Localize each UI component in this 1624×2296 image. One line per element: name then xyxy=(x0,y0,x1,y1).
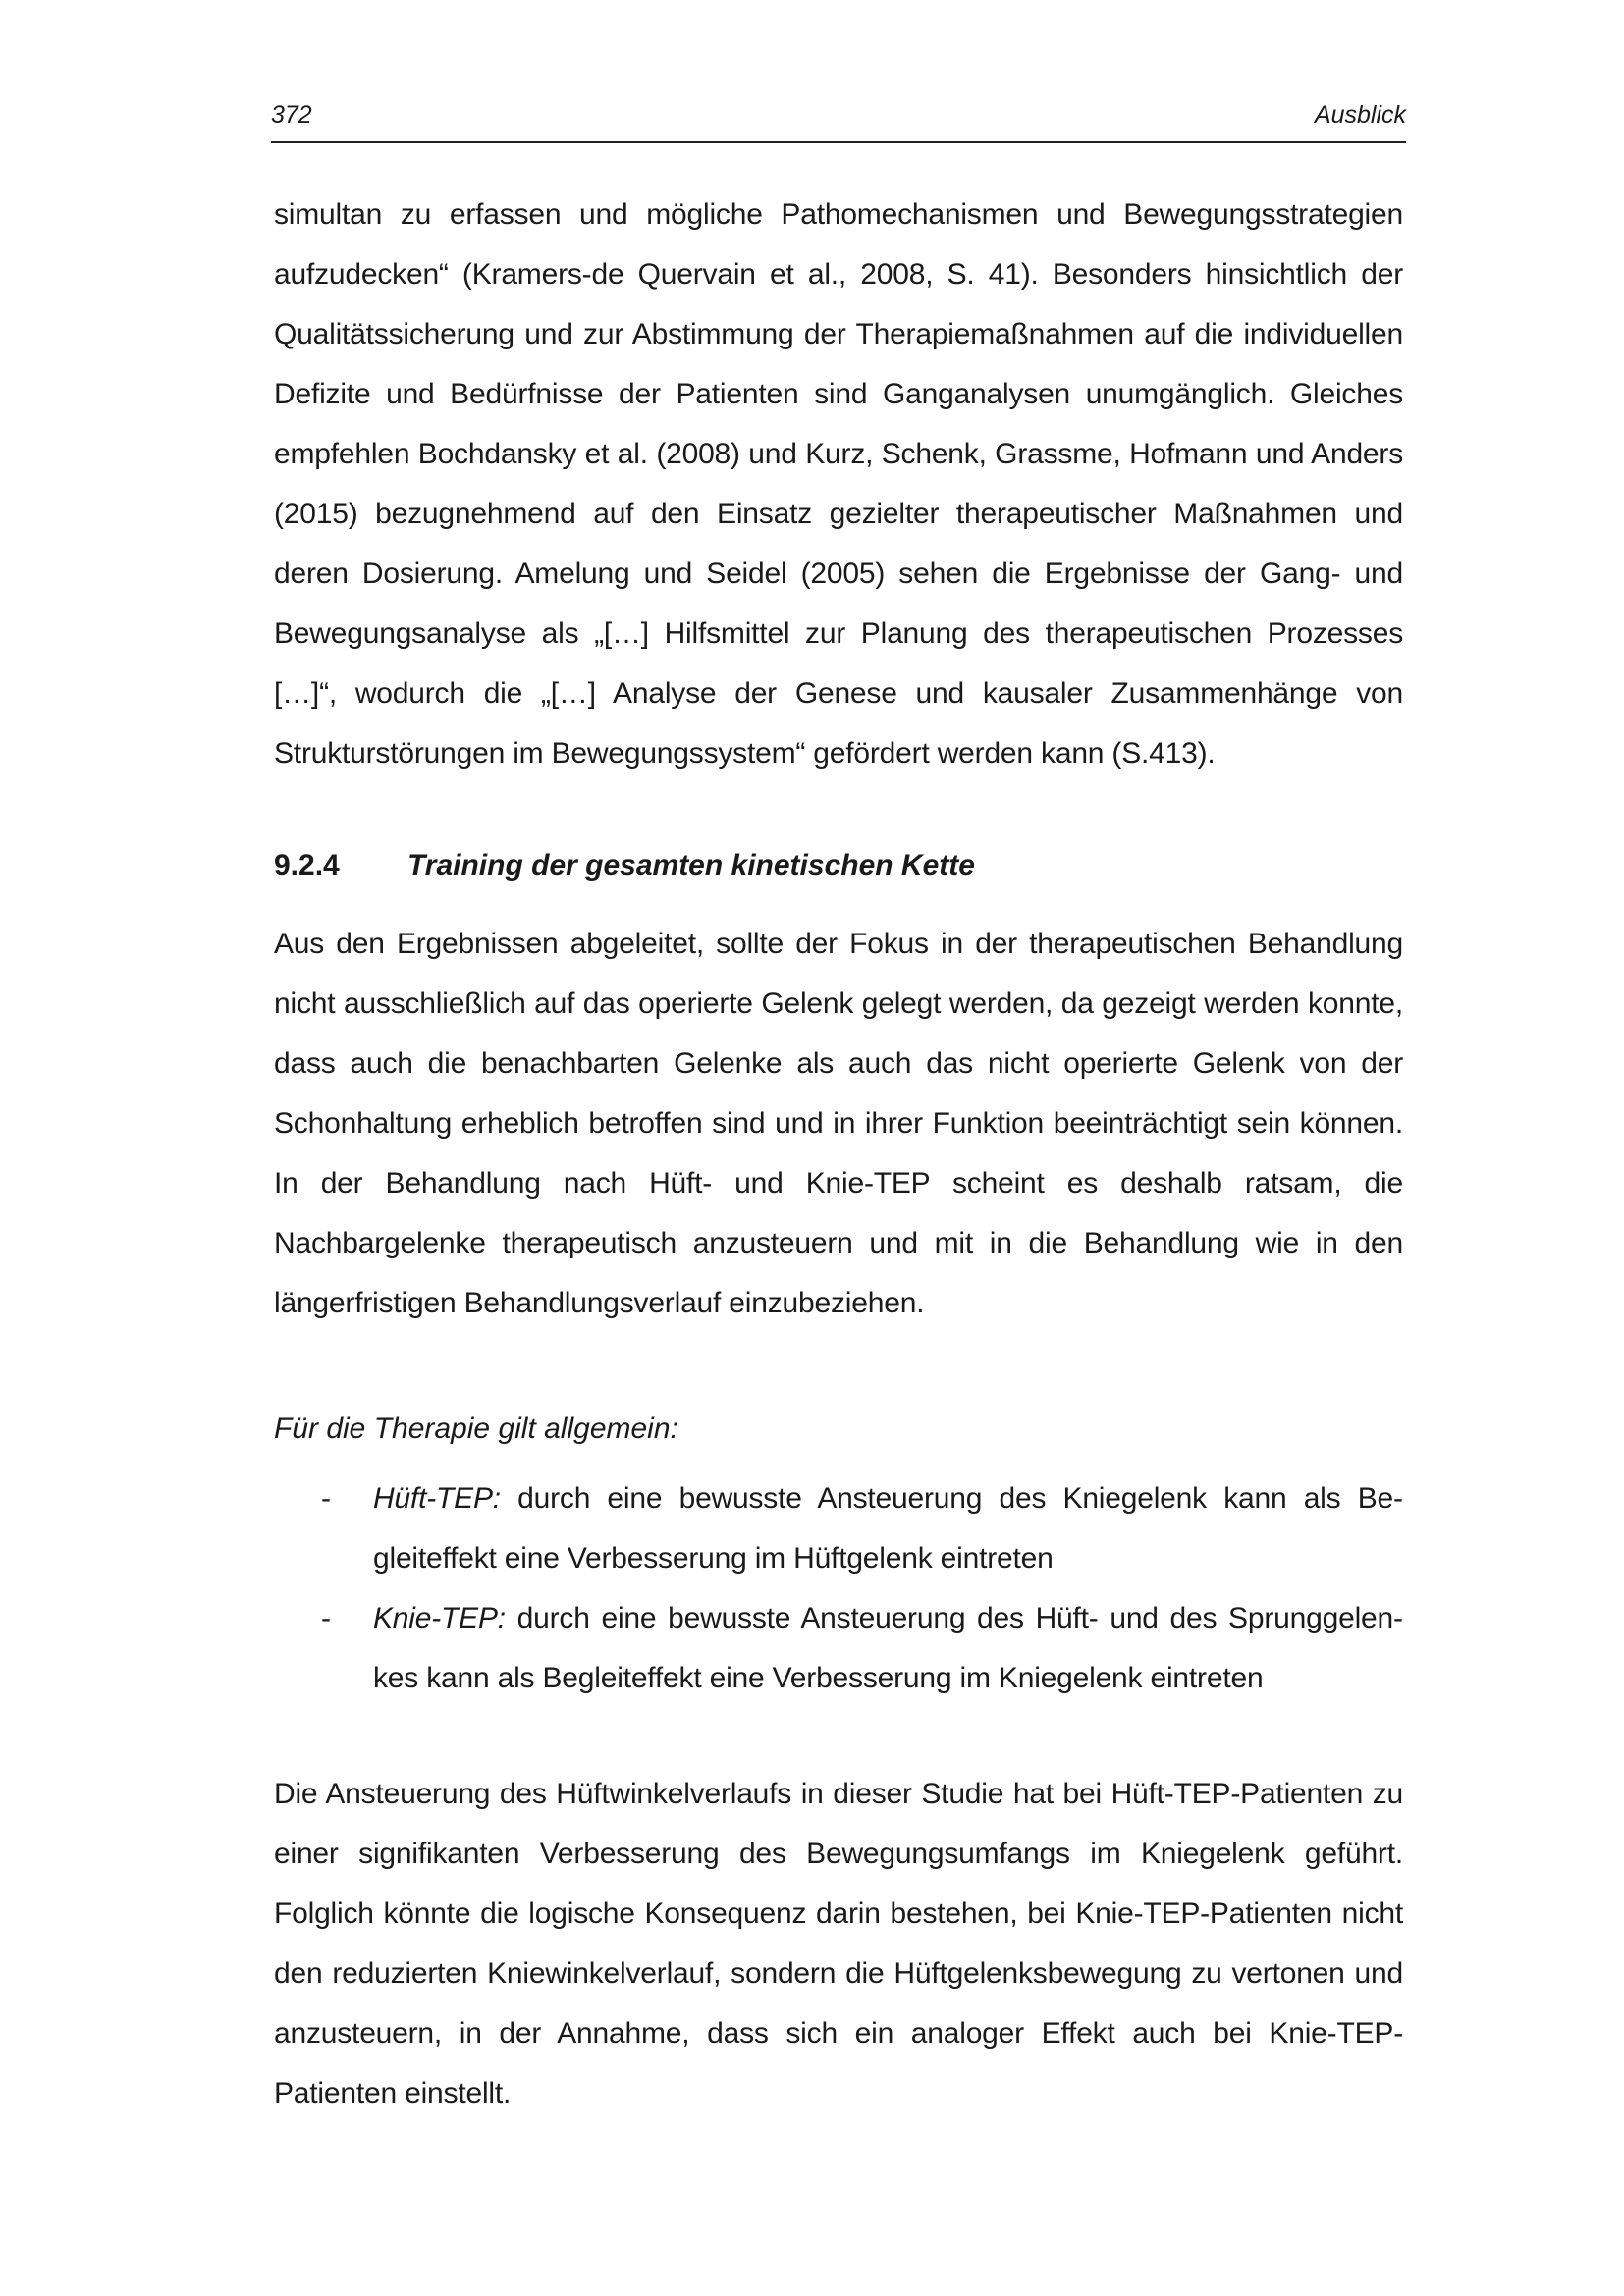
bullet-dash: - xyxy=(321,1602,331,1634)
page-number: 372 xyxy=(271,101,312,129)
running-title: Ausblick xyxy=(1314,101,1406,129)
bullet-text: durch eine bewusste Ansteuerung des Hüft- und des Sprunggelenkes kann als Begleiteffekt eine Verbesserung im Kniegelenk eintreten xyxy=(373,1602,1403,1694)
bullet-term: Knie-TEP: xyxy=(373,1602,506,1634)
bullet-text: durch eine bewusste Ansteuerung des Kniegelenk kann als Begleiteffekt eine Verbesserung im Hüftgelenk eintreten xyxy=(373,1482,1403,1575)
section-heading xyxy=(274,846,1403,885)
bullet-dash: - xyxy=(321,1482,331,1515)
list-item xyxy=(274,1468,1403,1588)
section-title: Training der gesamten kinetischen Kette xyxy=(407,849,975,881)
therapy-list xyxy=(274,1468,1403,1708)
list-item xyxy=(274,1588,1403,1708)
paragraph-hip-angle: Die Ansteuerung des Hüftwinkelverlaufs in dieser Studie hat bei Hüft-TEP-Patienten zu einer signifikanten Verbesserung des Bewegungsumfangs im Kniegelenk geführt. Folglich könnte die logische Konsequenz darin bestehen, bei Knie-TEP-Patienten nicht den reduzierten Kniewinkelverlauf, sondern die Hüftgelenksbewegung zu vertonen und anzusteuern, in der Annahme, dass sich ein analoger Effekt auch bei Knie-TEP-Patienten einstellt. xyxy=(274,1778,1403,2109)
paragraph-kinetic-chain: Aus den Ergebnissen abgeleitet, sollte der Fokus in der therapeutischen Behandlung nicht ausschließlich auf das operierte Gelenk gelegt werden, da gezeigt werden konnte, dass auch die benachbarten Gelenke als auch das nicht operierte Gelenk von der Schonhaltung erheblich betroffen sind und in ihrer Funktion beeinträchtigt sein können. In der Behandlung nach Hüft- und Knie-TEP scheint es deshalb ratsam, die Nachbargelenke therapeutisch anzusteuern und mit in die Behandlung wie in den längerfristigen Behandlungsverlauf einzubeziehen. xyxy=(274,928,1403,1319)
page-header xyxy=(271,96,1406,143)
paragraph-gait-analysis: simultan zu erfassen und mögliche Pathomechanismen und Bewegungsstrategien aufzudecken“ (Kramers-de Quervain et al., 2008, S. 41). Besonders hinsichtlich der Qualitätssicherung und zur Abstimmung der Therapiemaßnahmen auf die individuellen Defizite und Bedürfnisse der Patienten sind Ganganalysen unumgänglich. Gleiches empfehlen Bochdansky et al. (2008) und Kurz, Schenk, Grassme, Hofmann und Anders (2015) bezugnehmend auf den Einsatz gezielter therapeutischer Maßnahmen und deren Dosierung. Amelung und Seidel (2005) sehen die Ergebnisse der Gang- und Bewegungsanalyse als „[…] Hilfsmittel zur Planung des therapeutischen Prozesses […]“, wodurch die „[…] Analyse der Genese und kausaler Zusammenhänge von Strukturstörungen im Bewegungssystem“ gefördert werden kann (S.413). xyxy=(274,198,1403,770)
section-number: 9.2.4 xyxy=(274,849,340,881)
therapy-lead: Für die Therapie gilt allgemein: xyxy=(274,1413,678,1445)
bullet-term: Hüft-TEP: xyxy=(373,1482,501,1515)
